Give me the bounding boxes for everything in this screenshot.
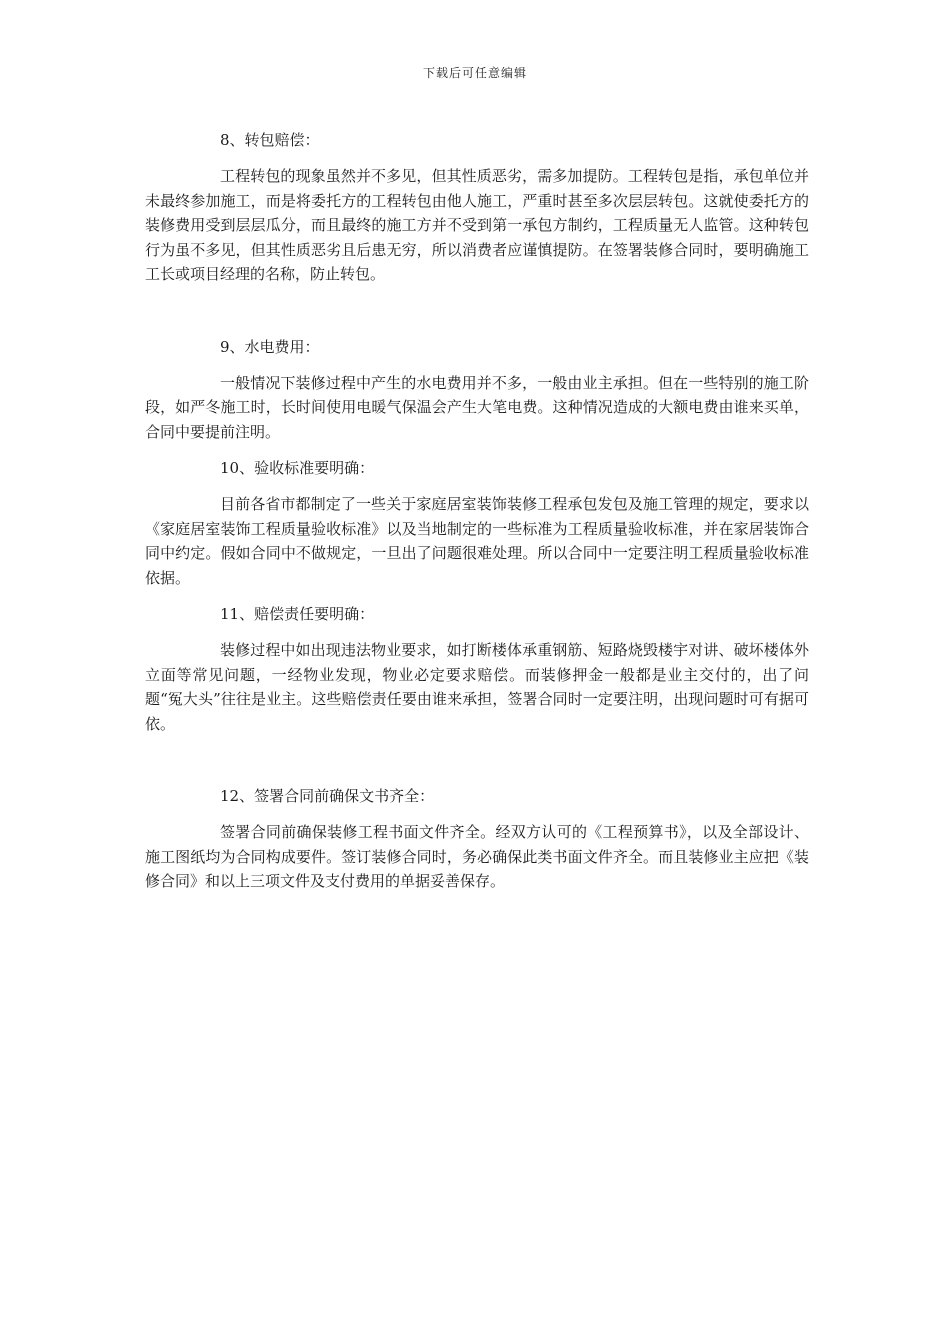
- section-8-subcontract-compensation: [145, 128, 809, 287]
- section-paragraph: 签署合同前确保装修工程书面文件齐全。经双方认可的《工程预算书》，以及全部设计、施工图纸均为合同构成要件。签订装修合同时，务必确保此类书面文件齐全。而且装修业主应把《装修合同》和以上三项文件及支付费用的单据妥善保存。: [145, 823, 809, 890]
- section-paragraph: 工程转包的现象虽然并不多见，但其性质恶劣，需多加提防。工程转包是指，承包单位并未最终参加施工，而是将委托方的工程转包由他人施工，严重时甚至多次层层转包。这就使委托方的装修费用受到层层瓜分，而且最终的施工方并不受到第一承包方制约，工程质量无人监管。这种转包行为虽不多见，但其性质恶劣且后患无穷，所以消费者应谨慎提防。在签署装修合同时，要明确施工工长或项目经理的名称，防止转包。: [145, 167, 809, 283]
- section-9-utility-costs: [145, 335, 809, 445]
- section-heading: 11、赔偿责任要明确：: [220, 605, 375, 623]
- spacer: [145, 748, 809, 784]
- section-11-liability: [145, 602, 809, 736]
- section-paragraph: 目前各省市都制定了一些关于家庭居室装饰装修工程承包发包及施工管理的规定，要求以《家庭居室装饰工程质量验收标准》以及当地制定的一些标准为工程质量验收标准，并在家居装饰合同中约定。假如合同中不做规定，一旦出了问题很难处理。所以合同中一定要注明工程质量验收标准依据。: [145, 495, 809, 587]
- spacer: [145, 299, 809, 335]
- section-paragraph: 装修过程中如出现违法物业要求，如打断楼体承重钢筋、短路烧毁楼宇对讲、破坏楼体外立面等常见问题，一经物业发现，物业必定要求赔偿。而装修押金一般都是业主交付的，出了问题“冤大头”往往是业主。这些赔偿责任要由谁来承担，签署合同时一定要注明，出现问题时可有据可依。: [145, 641, 809, 733]
- section-heading: 10、验收标准要明确：: [220, 459, 375, 477]
- section-heading: 9、水电费用：: [220, 337, 320, 356]
- section-10-acceptance-standards: [145, 456, 809, 590]
- section-heading: 12、签署合同前确保文书齐全：: [220, 787, 435, 805]
- document-body: [145, 128, 809, 906]
- header-note: 下载后可任意编辑: [422, 66, 527, 80]
- section-heading: 8、转包赔偿：: [220, 131, 320, 149]
- section-paragraph: 一般情况下装修过程中产生的水电费用并不多，一般由业主承担。但在一些特别的施工阶段，如严冬施工时，长时间使用电暖气保温会产生大笔电费。这种情况造成的大额电费由谁来买单，合同中要提前注明。: [145, 373, 809, 441]
- section-12-documents: [145, 784, 809, 894]
